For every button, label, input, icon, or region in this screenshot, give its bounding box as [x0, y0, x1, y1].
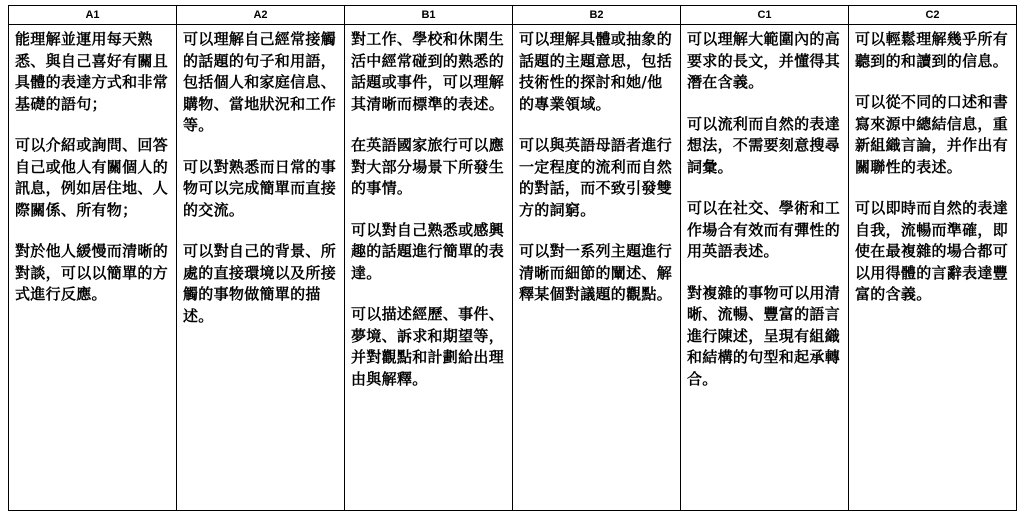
c1-description-1: 可以理解大範圍內的高要求的長文，并懂得其潛在含義。	[687, 30, 841, 91]
a1-description-1: 能理解並運用每天熟悉、與自己喜好有關且具體的表達方式和非常基礎的語句；	[15, 30, 169, 113]
c1-description-3: 可以在社交、學術和工作場合有效而有彈性的用英語表述。	[687, 199, 841, 260]
b2-description-1: 可以理解具體或抽象的話題的主題意思，包括技術性的探討和她/他的專業領域。	[519, 30, 673, 113]
c1-description-2: 可以流利而自然的表達想法，不需要刻意搜尋詞彙。	[687, 114, 841, 176]
header-row	[9, 6, 1017, 25]
b1-description-4: 可以描述經歷、事件、夢境、訴求和期望等，并對觀點和計劃給出理由與解釋。	[351, 305, 505, 388]
a2-description-2: 可以對熟悉而日常的事物可以完成簡單而直接的交流。	[183, 157, 337, 219]
column-header-c2: C2	[849, 6, 1017, 25]
a2-description-3: 可以對自己的背景、所處的直接環境以及所接觸的事物做簡單的描述。	[183, 242, 337, 325]
c2-description-2: 可以從不同的口述和書寫來源中總結信息，重新組織言論，并作出有關聯性的表述。	[855, 93, 1009, 176]
column-header-a1: A1	[9, 6, 177, 25]
cell-b2	[513, 25, 681, 511]
cell-a1	[9, 25, 177, 511]
column-header-b2: B2	[513, 6, 681, 25]
b1-description-3: 可以對自己熟悉或感興趣的話題進行簡單的表達。	[351, 220, 505, 282]
c2-description-3: 可以即時而自然的表達自我，流暢而準確，即使在最複雜的場合都可以用得體的言辭表達豐富的含義。	[855, 199, 1009, 303]
c2-description-1: 可以輕鬆理解幾乎所有聽到的和讀到的信息。	[855, 30, 1009, 70]
description-row	[9, 25, 1017, 511]
a1-description-2: 可以介紹或詢問、回答自己或他人有關個人的訊息，例如居住地、人際關係、所有物；	[15, 136, 169, 219]
cell-a2	[177, 25, 345, 511]
b1-description-2: 在英語國家旅行可以應對大部分場景下所發生的事情。	[351, 136, 505, 197]
cell-c2	[849, 25, 1017, 511]
cefr-level-table	[8, 5, 1017, 511]
cell-b1	[345, 25, 513, 511]
c1-description-4: 對複雜的事物可以用清晰、流暢、豐富的語言進行陳述，呈現有組織和結構的句型和起承轉合。	[687, 283, 841, 388]
column-header-a2: A2	[177, 6, 345, 25]
column-header-b1: B1	[345, 6, 513, 25]
cell-c1	[681, 25, 849, 511]
a2-description-1: 可以理解自己經常接觸的話題的句子和用語，包括個人和家庭信息、購物、當地狀況和工作等。	[183, 30, 337, 134]
b1-description-1: 對工作、學校和休閑生活中經常碰到的熟悉的話題或事件，可以理解其清晰而標準的表述。	[351, 30, 505, 113]
b2-description-2: 可以與英語母語者進行一定程度的流利而自然的對話，而不致引發雙方的詞窮。	[519, 136, 673, 219]
b2-description-3: 可以對一系列主題進行清晰而細節的闡述、解釋某個對議題的觀點。	[519, 242, 673, 303]
a1-description-3: 對於他人緩慢而清晰的對談，可以以簡單的方式進行反應。	[15, 242, 169, 303]
column-header-c1: C1	[681, 6, 849, 25]
